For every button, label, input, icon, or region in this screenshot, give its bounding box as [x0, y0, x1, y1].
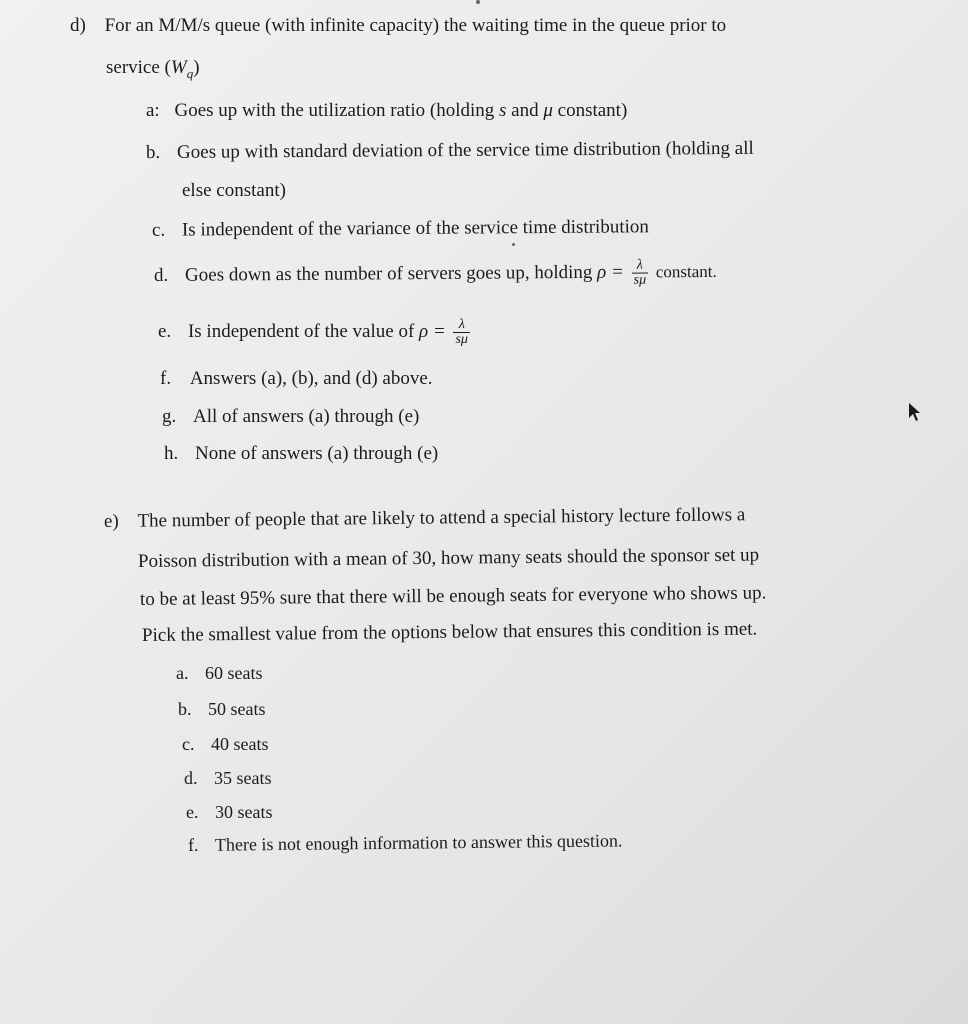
option-text-line2: else constant) — [182, 180, 286, 201]
option-marker: a. — [176, 663, 189, 683]
lambda-over-s-mu-fraction — [453, 318, 469, 347]
option-marker: d. — [184, 768, 198, 788]
option-text: Is independent of the value of — [187, 320, 420, 342]
option-text: Goes up with the utilization ratio (holding — [174, 100, 499, 121]
option-marker: e. — [158, 320, 172, 342]
question-e-text-line1: The number of people that are likely to attend a special history lecture follows a — [137, 504, 746, 532]
option-text: Goes down as the number of servers goes up, holding — [184, 261, 598, 286]
question-e-option-e[interactable] — [186, 800, 273, 824]
question-d-option-e[interactable] — [158, 318, 473, 347]
screen-speck — [512, 243, 515, 246]
option-text: 60 seats — [205, 663, 263, 683]
option-marker: c. — [151, 219, 166, 241]
question-d-option-h[interactable] — [164, 442, 438, 466]
question-d-option-a[interactable] — [146, 99, 627, 123]
question-e-option-d[interactable] — [184, 766, 272, 790]
question-d-close-paren: ) — [193, 57, 200, 78]
fraction-numerator: λ — [631, 259, 648, 274]
option-text: 40 seats — [211, 734, 269, 754]
math-rho-equals: ρ = — [597, 261, 624, 283]
math-mu: μ — [543, 100, 553, 121]
option-marker: c. — [182, 734, 195, 754]
option-text: Is independent of the variance of the service time distribution — [181, 216, 649, 241]
math-rho-equals: ρ = — [419, 320, 446, 342]
fraction-denominator: sμ — [633, 272, 647, 288]
option-marker: h. — [164, 443, 179, 464]
math-s: s — [499, 100, 507, 121]
question-d-service-text: service ( — [106, 57, 171, 78]
question-d-stem-line1 — [70, 14, 726, 38]
wq-symbol — [170, 57, 194, 81]
question-d-label: d) — [70, 15, 86, 36]
question-d-text-line1: For an M/M/s queue (with infinite capacity) the waiting time in the queue prior to — [104, 15, 727, 36]
option-text: 35 seats — [214, 768, 272, 788]
question-d-option-d[interactable] — [154, 258, 717, 291]
fraction-numerator: λ — [453, 318, 469, 333]
option-text-suffix: constant. — [655, 261, 717, 282]
question-e-stem-line4 — [142, 618, 758, 648]
fraction-denominator: sμ — [455, 332, 468, 347]
question-d-option-b-line2 — [182, 179, 286, 203]
question-d-option-g[interactable] — [162, 405, 419, 429]
question-d-option-c[interactable] — [152, 215, 649, 242]
question-d-option-f[interactable] — [160, 367, 433, 391]
question-e-option-f[interactable] — [188, 828, 623, 857]
question-e-option-b[interactable] — [178, 697, 266, 721]
question-e-stem-line1 — [104, 503, 746, 534]
mouse-pointer-icon — [907, 402, 921, 422]
question-e-text-line3: to be at least 95% sure that there will be enough seats for everyone who shows up. — [139, 582, 767, 610]
question-e-text-line4: Pick the smallest value from the options below that ensures this condition is met. — [141, 618, 758, 646]
question-e-label: e) — [103, 510, 119, 532]
option-marker: g. — [162, 406, 177, 427]
option-text: All of answers (a) through (e) — [193, 406, 420, 427]
question-e-text-line2: Poisson distribution with a mean of 30, how many seats should the sponsor set up — [137, 544, 760, 572]
option-text: There is not enough information to answer this question. — [214, 830, 623, 855]
question-e-option-a[interactable] — [176, 661, 263, 685]
option-marker: b. — [145, 142, 161, 164]
option-marker: f. — [187, 834, 199, 855]
option-text: None of answers (a) through (e) — [195, 443, 439, 464]
question-d-stem-line2 — [106, 56, 200, 86]
option-marker: e. — [186, 802, 199, 822]
option-text-and: and — [506, 100, 544, 121]
option-marker: f. — [160, 368, 172, 389]
option-text: Answers (a), (b), and (d) above. — [189, 368, 433, 389]
option-marker: d. — [153, 264, 169, 286]
wq-subscript: q — [186, 65, 194, 81]
question-e-stem-line3 — [140, 581, 767, 612]
question-d-option-b[interactable] — [146, 137, 754, 165]
option-text: 30 seats — [215, 802, 273, 822]
wq-w: W — [170, 57, 187, 78]
question-e-stem-line2 — [138, 543, 759, 574]
option-marker: a: — [146, 100, 160, 121]
option-text-suffix: constant) — [552, 100, 628, 121]
screen-speck — [476, 0, 480, 4]
option-text: 50 seats — [208, 699, 266, 719]
option-marker: b. — [178, 699, 192, 719]
question-e-option-c[interactable] — [182, 732, 269, 756]
lambda-over-s-mu-fraction — [631, 259, 648, 288]
option-text: Goes up with standard deviation of the service time distribution (holding all — [176, 137, 754, 163]
